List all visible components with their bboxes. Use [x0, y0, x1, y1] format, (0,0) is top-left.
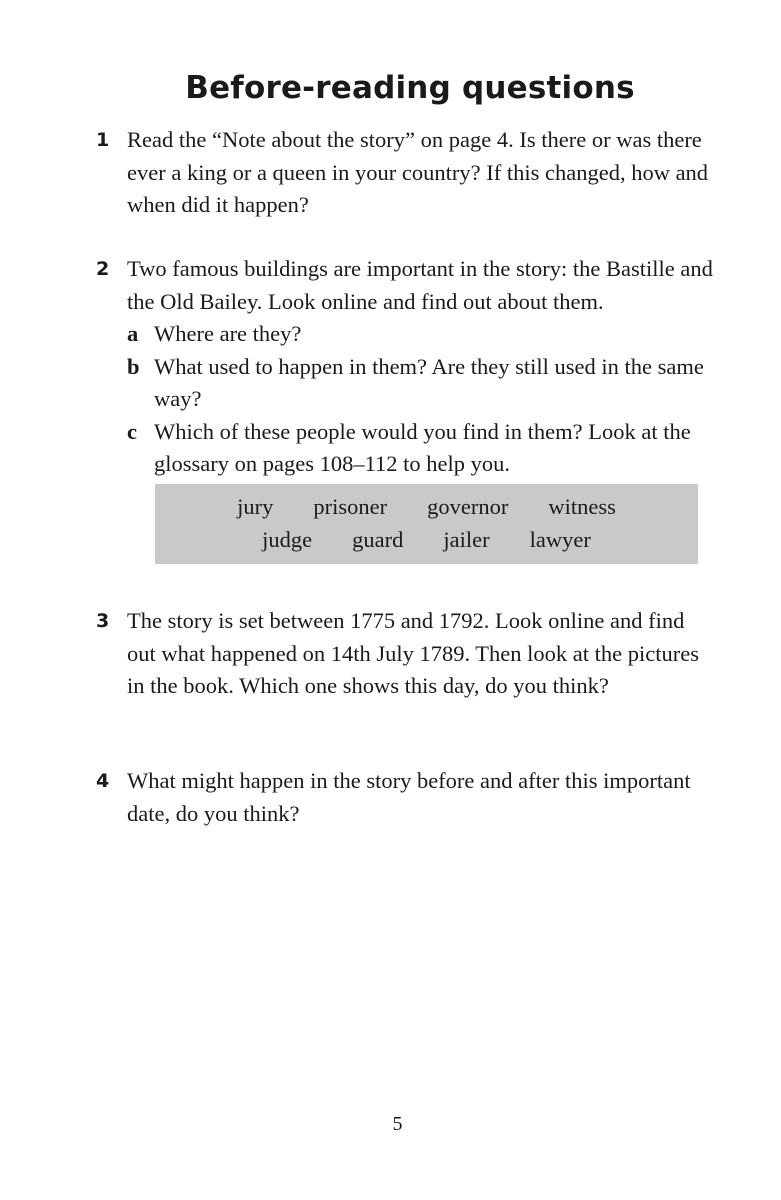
word: governor	[427, 494, 509, 519]
page-title: Before-reading questions	[185, 70, 635, 106]
subquestion-letter: c	[127, 418, 137, 444]
word: judge	[262, 527, 313, 552]
subquestion-c	[127, 416, 716, 481]
question-number: 1	[96, 129, 110, 151]
word-row	[155, 527, 698, 553]
question-4	[96, 765, 716, 830]
subquestion-text: What used to happen in them? Are they still used in the same way?	[154, 353, 704, 411]
page-number: 5	[392, 1113, 403, 1135]
subquestion-letter: b	[127, 353, 140, 379]
word-row	[155, 494, 698, 520]
question-number: 4	[96, 770, 110, 792]
word: jailer	[443, 527, 490, 552]
question-2	[96, 253, 716, 481]
question-number: 3	[96, 610, 110, 632]
question-3	[96, 605, 716, 703]
word: prisoner	[313, 494, 388, 519]
question-text: Read the “Note about the story” on page 4. Is there or was there ever a king or a queen in your country? If this changed, how and when did it happen?	[127, 127, 709, 217]
word-box	[155, 484, 698, 564]
word: guard	[352, 527, 404, 552]
word: lawyer	[529, 527, 591, 552]
subquestion-a	[127, 318, 716, 351]
subquestion-b	[127, 351, 716, 416]
subquestion-text: Which of these people would you find in them? Look at the glossary on pages 108–112 to help you.	[154, 418, 691, 476]
word: witness	[548, 494, 616, 519]
subquestion-letter: a	[127, 321, 139, 346]
question-text: Two famous buildings are important in the story: the Bastille and the Old Bailey. Look online and find out about them.	[127, 256, 713, 314]
question-text: The story is set between 1775 and 1792. Look online and find out what happened on 14th July 1789. Then look at the pictures in the book. Which one shows this day, do you think?	[127, 608, 699, 698]
question-number: 2	[96, 258, 110, 280]
subquestion-text: Where are they?	[154, 321, 302, 346]
question-1	[96, 124, 716, 222]
question-text: What might happen in the story before and after this important date, do you think?	[127, 768, 691, 826]
word: jury	[237, 494, 274, 519]
